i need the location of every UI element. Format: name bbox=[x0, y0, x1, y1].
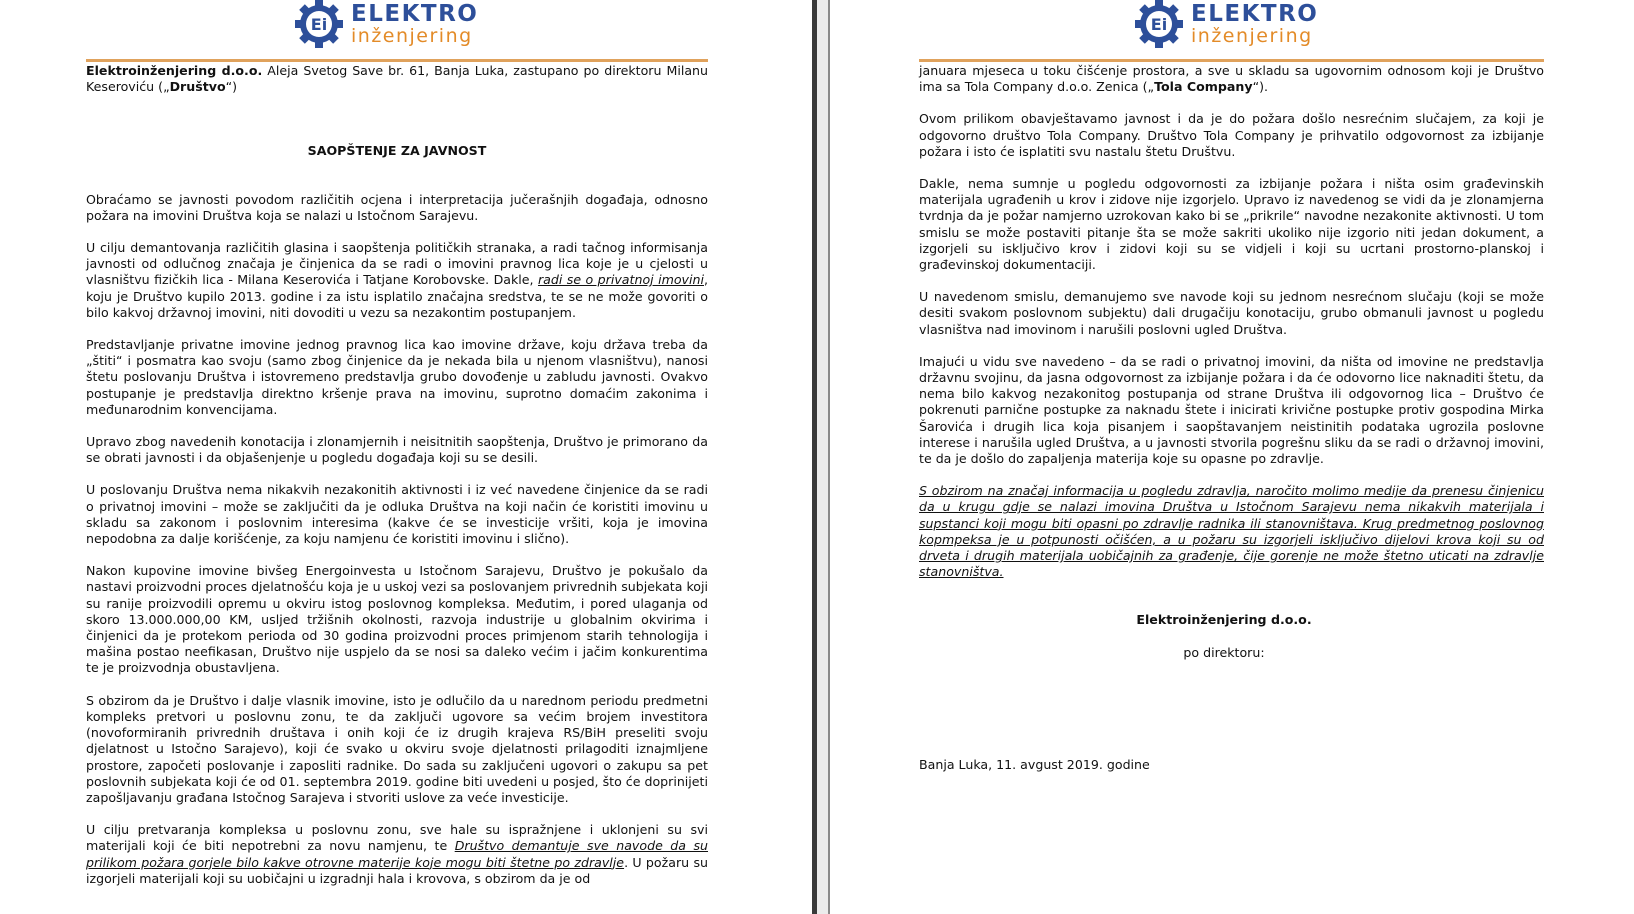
intro-company: Elektroinženjering d.o.o. bbox=[86, 63, 263, 78]
paragraph-1: Obraćamo se javnosti povodom različitih ocjena i interpretacija jučerašnjih događaja, odnosno požara na imovini Društva koja se nalazi u Istočnom Sarajevu. bbox=[86, 191, 708, 223]
paragraph-8-text-a: U cilju pretvaranja kompleksa u poslovnu zonu, sve hale su ispražnjene i uklonjeni su svi materijali koji će biti nepotrebni za novu namjenu, te bbox=[86, 822, 708, 854]
paragraph-2-text-a: U cilju demantovanja različitih glasina i saopštenja političkih stranaka, a radi tačnog informisanja javnosti od odlučnog značaja je činjenica da se radi o imovini pravnog lica koje je u cjelosti u vlasništvu fizičkih lica - Milana Keserovića i Tatjane Korobovske. Dakle, bbox=[86, 240, 708, 288]
paragraph-7: S obzirom da je Društvo i dalje vlasnik imovine, isto je odlučilo da u narednom periodu predmetni kompleks pretvori u poslovnu zonu, te da zaključi ugovore sa većim brojem investitora (novoformiranih privrednih društava i onih koji će iz drugih krajeva RS/BiH preseliti svoju djelatnost u Istočno Sarajevo), koji će svako u okviru svoje djelatnosti prilagoditi iznajmljene prostore, započeti poslovanje i zaposliti radnike. Do sada su zaključeni ugovori o zakupu sa pet poslovnih subjekata koji će od 01. septembra 2019. godine biti uvedeni u posjed, što će doprinijeti zapošljavanju građana Istočnog Sarajeva i stvoriti uslove za veće investicije. bbox=[86, 692, 708, 805]
paragraph-6: Nakon kupovine imovine bivšeg Energoinvesta u Istočnom Sarajevu, Društvo je pokušalo da nastavi proizvodni proces djelatnošću koja je u uskoj vezi sa poslovanjem privrednih subjekata koji su ranije proizvodili opremu u okviru istog poslovnog kompleksa. Međutim, i pored ulaganja od skoro 13.000.000,00 KM, usljed tržišnih okolnosti, razvoja industrije u globalnim okvirima i činjenici da je protekom perioda od 30 godina proizvodni proces primjenom starih tehnologija i mašina postao neefikasan, Društvo nije uspjelo da se nosi sa daleko većim i jačim konkurentima te je proizvodnja obustavljena. bbox=[86, 563, 708, 676]
header-rule bbox=[86, 59, 708, 62]
paragraph-r1 bbox=[919, 63, 1544, 95]
company-logo bbox=[1135, 0, 1318, 48]
paragraph-3: Predstavljanje privatne imovine jednog pravnog lica kao imovine države, koju država treba da „štiti“ i posmatra kao svoju (samo zbog činjenice da je nekada bila u njenom vlasništvu), nanosi štetu poslovanju Društva i istovremeno predstavlja grubo dovođenje u zabludu javnosti. Ovakvo postupanje je predstavlja direktno kršenje prava na imovinu, suprotno domaćim zakonima i međunarodnim konvencijama. bbox=[86, 337, 708, 417]
intro-address: Aleja Svetog Save br. 61, Banja Luka, zastupano po direktoru Milanu Keseroviću („ bbox=[86, 63, 708, 95]
paragraph-r1-text-b: “). bbox=[1252, 79, 1269, 95]
intro-end: “) bbox=[225, 79, 238, 95]
paragraph-r2: Ovom prilikom obavještavamo javnost i da je do požara došlo nesrećnim slučajem, za koji je odgovorno društvo Tola Company. Društvo Tola Company je prihvatilo odgovornost za izbijanje požara i isto će isplatiti svu nastalu štetu Društvu. bbox=[919, 111, 1544, 159]
paragraph-2-emphasis: radi se o privatnoj imovini bbox=[537, 272, 704, 288]
paragraph-r1-text-a: januara mjeseca u toku čišćenje prostora, a sve u skladu sa ugovornim odnosom koji je Društvo ima sa Tola Company d.o.o. Zenica („ bbox=[919, 63, 1544, 95]
place-date: Banja Luka, 11. avgust 2019. godine bbox=[919, 756, 1150, 772]
page-gutter bbox=[812, 0, 830, 914]
header-rule bbox=[919, 59, 1544, 62]
page-title: SAOPŠTENJE ZA JAVNOST bbox=[307, 143, 487, 159]
paragraph-8 bbox=[86, 822, 708, 887]
logo-wordmark-elektro: ELEKTRO bbox=[1191, 0, 1319, 27]
paragraph-r4: U navedenom smislu, demanujemo sve navode koji su jednom nesrećnom slučaju (koji se može desiti svakom poslovnom subjektu) dali drugačiju konotaciju, grubo obmanuli javnost u pogledu vlasništva nad imovinom i narušili poslovni ugled Društva. bbox=[919, 289, 1544, 337]
paragraph-2-text-b: , koju je Društvo kupilo 2013. godine i za istu isplatilo značajna sredstva, te se ne može govoriti o bilo kakvoj državnoj imovini, niti dovoditi u vezu sa nezakontim postupanjem. bbox=[86, 272, 708, 320]
paragraph-8-text-b: . U požaru su izgorjeli materijali koji su uobičajni u izgradnji hala i krovova, s obzirom da je od bbox=[86, 854, 708, 886]
logo-badge-text: Ei bbox=[310, 15, 328, 34]
gear-logo-icon bbox=[1135, 0, 1183, 48]
intro-party bbox=[86, 63, 708, 95]
paragraph-r3: Dakle, nema sumnje u pogledu odgovornosti za izbijanje požara i ništa osim građevinskih materijala ugrađenih u krov i zidove nije izgorjelo. Upravo iz navedenog se vidi da je zlonamjerna tvrdnja da je požar namjerno uzrokovan kako bi se „prikrile“ navodne nezakonite aktivnosti. U tom smislu se može postaviti pitanje šta se može sakriti ukoliko nije izgorio niti jedan dokument, a izgorjeli su isključivo krov i zidovi koji su se vidjeli i koji su ucrtani prostorno-planskoj i građevinskoj dokumentaciji. bbox=[919, 176, 1544, 273]
company-logo bbox=[295, 0, 478, 48]
logo-badge-text: Ei bbox=[1150, 15, 1168, 34]
left-body bbox=[86, 63, 708, 903]
logo-wordmark-elektro: ELEKTRO bbox=[351, 0, 479, 27]
intro-short-name: Društvo bbox=[169, 79, 226, 95]
logo-wordmark-inzenjering: inženjering bbox=[1191, 24, 1313, 47]
document-page-left bbox=[0, 0, 812, 914]
gear-logo-icon bbox=[295, 0, 343, 48]
document-page-right bbox=[830, 0, 1634, 914]
paragraph-2 bbox=[86, 240, 708, 321]
paragraph-r5: Imajući u vidu sve navedeno – da se radi o privatnoj imovini, da ništa od imovine ne predstavlja državnu svojinu, da jasna odgovornost za izbijanje požara i da će odovorno lice naknaditi štetu, da nema bilo kakvog nezakonitog postupanja od strane Društva ili odgovornog lica – Društvo će pokrenuti parnične postupke za naknadu štete i inicirati krivične postupke protiv gospodina Mirka Šarovića i drugih lica koja pisanjem i saopštavanjem neistinitih podataka ugrozila poslovne interese i narušila ugled Društva, a u javnosti stvorila pogrešnu sliku da se radi o državnoj imovini, te da je došlo do zapaljenja materija koje su opasne po zdravlje. bbox=[919, 353, 1544, 467]
logo-wordmark-inzenjering: inženjering bbox=[351, 24, 473, 47]
paragraph-r6-health-notice: S obzirom na značaj informacija u pogledu zdravlja, naročito molimo medije da prenesu činjenicu da u krugu gdje se nalazi imovina Društva u Istočnom Sarajevu nema nikakvih materijala i supstanci koji mogu biti opasni po zdravlje radnika ili stanovništava. Krug predmetnog poslovnog kopmpeksa je u potpunosti očišćen, a u požaru su izgorjeli isključivo dijelovi krova koji su od drveta i drugih materijala uobičajnih za građenje, čije gorenje ne može štetno uticati na zdravlje stanovništva. bbox=[919, 483, 1544, 580]
paragraph-5: U poslovanju Društva nema nikakvih nezakonitih aktivnosti i iz već navedene činjenice da se radi o privatnoj imovini – može se zaključiti da je odluka Društva na koji način će koristiti imovinu u skladu sa zakonom i poslovnim interesima (kakve će se investicije vršiti, koja je imovina nepodobna za dalje korišćenje, za koju namjenu će koristiti imovinu i slično). bbox=[86, 482, 708, 547]
signature-company: Elektroinženjering d.o.o. bbox=[1136, 612, 1312, 628]
signature-by-director: po direktoru: bbox=[1183, 644, 1265, 660]
paragraph-4: Upravo zbog navedenih konotacija i zlonamjernih i neisitnitih saopštenja, Društvo je primorano da se obrati javnosti i da objašenjenje u pogledu događaja koji su se desili. bbox=[86, 434, 708, 466]
right-body bbox=[919, 63, 1544, 789]
paragraph-8-emphasis: Društvo demantuje sve navode da su prilikom požara gorjele bilo kakve otrovne materije koje mogu biti štetne po zdravlje bbox=[86, 838, 709, 870]
paragraph-r1-company: Tola Company bbox=[1154, 79, 1253, 95]
